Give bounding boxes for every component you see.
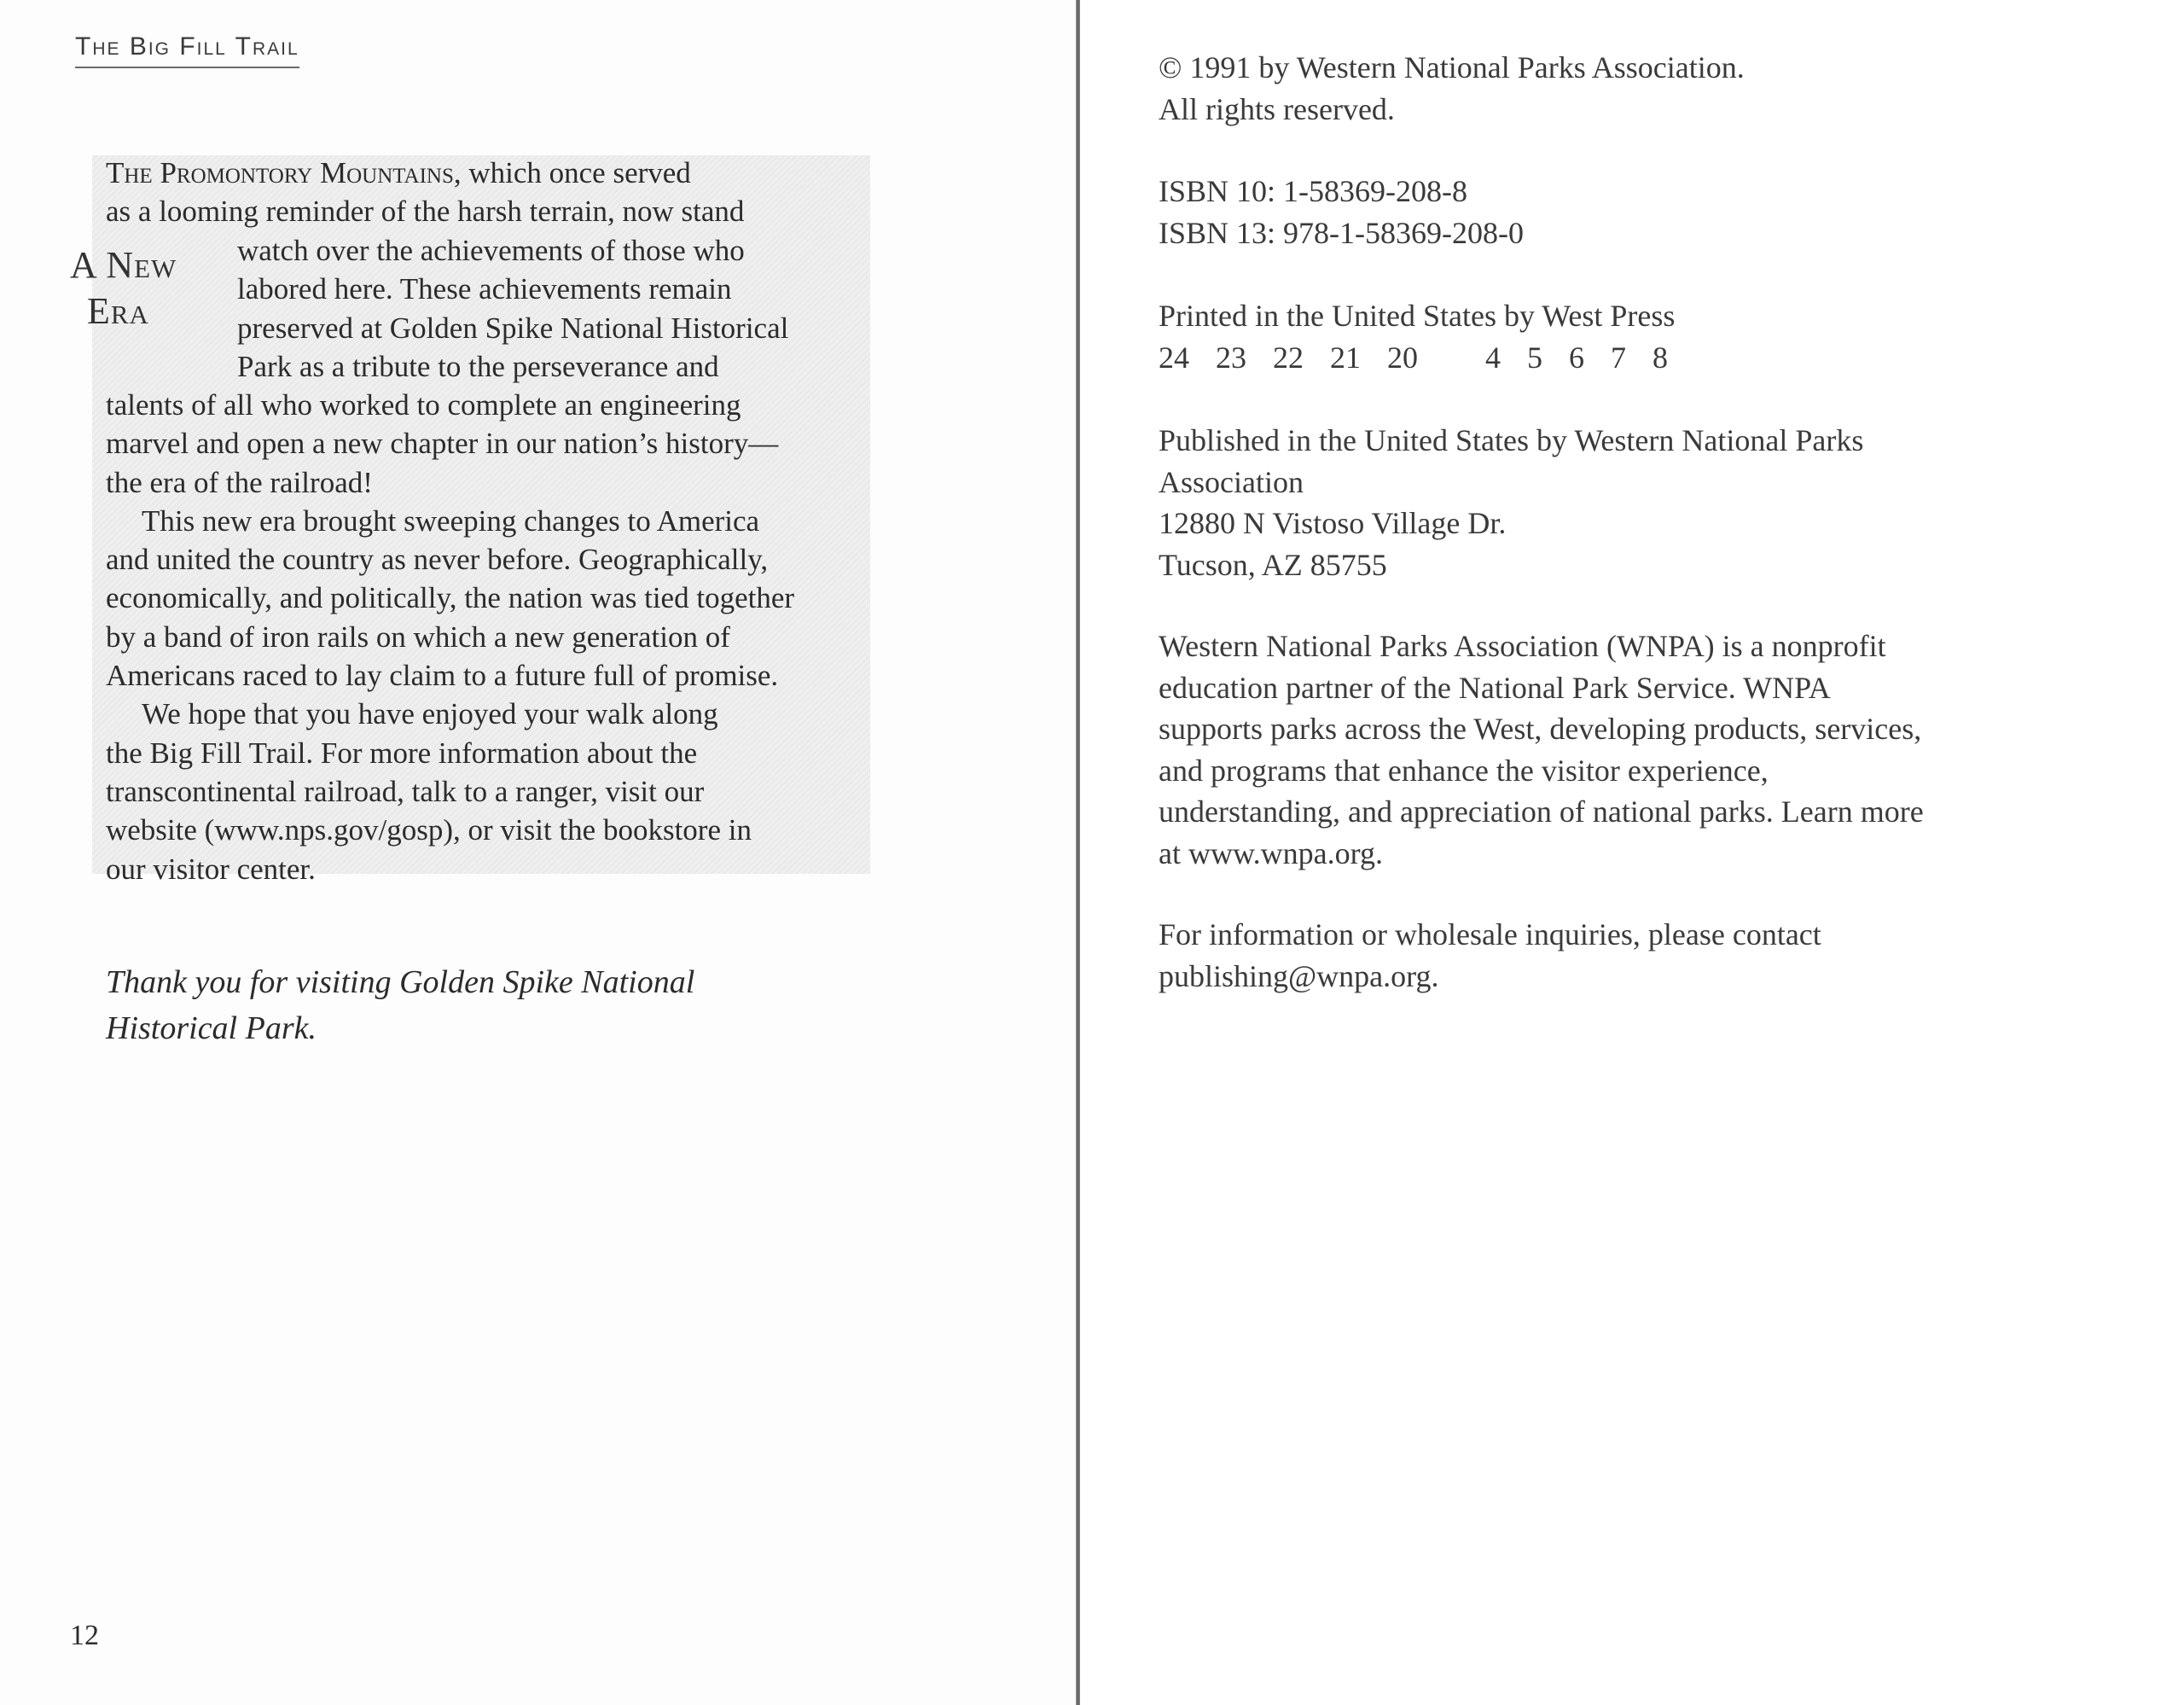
contact-info xyxy=(1159,914,1821,997)
body-line: the era of the railroad! xyxy=(106,465,373,499)
thank-you-line: Thank you for visiting Golden Spike National xyxy=(106,964,695,1000)
print-number: 4 xyxy=(1485,340,1501,375)
print-number: 6 xyxy=(1569,340,1584,375)
page-number: 12 xyxy=(70,1620,99,1651)
wnpa-description xyxy=(1159,626,1924,874)
body-line: preserved at Golden Spike National Historical xyxy=(237,311,789,345)
running-head: The Big Fill Trail xyxy=(75,32,299,68)
print-year: 20 xyxy=(1387,340,1418,375)
isbn-block xyxy=(1159,171,1524,253)
body-line: This new era brought sweeping changes to America xyxy=(142,503,760,538)
body-line: transcontinental railroad, talk to a ranger, visit our xyxy=(106,774,705,808)
left-page xyxy=(0,0,1077,1705)
print-year: 24 xyxy=(1159,340,1189,375)
publisher-line: Association xyxy=(1159,464,1304,499)
body-line xyxy=(106,154,744,192)
body-line: talents of all who worked to complete an engineering xyxy=(106,388,741,422)
printer-block xyxy=(1159,295,1687,378)
section-heading-line-1: A New xyxy=(70,244,177,286)
publisher-block xyxy=(1159,420,1863,585)
section-heading xyxy=(70,242,177,335)
print-year: 23 xyxy=(1216,340,1246,375)
body-line: website (www.nps.gov/gosp), or visit the bookstore in xyxy=(106,813,752,847)
body-text-intro xyxy=(106,154,744,231)
body-line: labored here. These achievements remain xyxy=(237,272,732,306)
body-line: our visitor center. xyxy=(106,852,316,886)
body-line: Americans raced to lay claim to a future full of promise. xyxy=(106,659,779,693)
wnpa-line: supports parks across the West, developing products, services, xyxy=(1159,712,1922,746)
wnpa-line: Western National Parks Association (WNPA) is a nonprofit xyxy=(1159,629,1886,663)
publisher-line: Published in the United States by Western National Parks xyxy=(1159,423,1864,457)
wnpa-line: at www.wnpa.org. xyxy=(1159,835,1383,870)
print-year: 21 xyxy=(1330,340,1361,375)
body-line: and united the country as never before. Geographically, xyxy=(106,543,769,577)
print-number: 8 xyxy=(1653,340,1668,375)
isbn-13: ISBN 13: 978-1-58369-208-0 xyxy=(1159,215,1524,250)
body-text-wrapped xyxy=(237,231,788,386)
wnpa-line: education partner of the National Park Service. WNPA xyxy=(1159,670,1831,705)
body-line: marvel and open a new chapter in our nation’s history— xyxy=(106,427,779,461)
wnpa-line: understanding, and appreciation of national parks. Learn more xyxy=(1159,794,1924,829)
copyright-line: All rights reserved. xyxy=(1159,91,1395,126)
body-line: We hope that you have enjoyed your walk along xyxy=(142,697,718,731)
print-year: 22 xyxy=(1273,340,1304,375)
publisher-city: Tucson, AZ 85755 xyxy=(1159,547,1387,582)
wnpa-line: and programs that enhance the visitor experience, xyxy=(1159,753,1769,788)
contact-email: publishing@wnpa.org. xyxy=(1159,958,1439,993)
body-line: Park as a tribute to the perseverance and xyxy=(237,349,719,383)
print-number: 7 xyxy=(1611,340,1626,375)
copyright-notice xyxy=(1159,47,1745,130)
printed-line: Printed in the United States by West Press xyxy=(1159,299,1676,333)
body-line: economically, and politically, the nation was tied together xyxy=(106,581,795,615)
body-line: watch over the achievements of those who xyxy=(237,234,745,267)
print-number: 5 xyxy=(1527,340,1542,375)
lead-small-caps: The Promontory Mountains, xyxy=(106,156,462,189)
isbn-10: ISBN 10: 1-58369-208-8 xyxy=(1159,174,1467,208)
copyright-line: © 1991 by Western National Parks Association. xyxy=(1159,50,1745,84)
contact-line: For information or wholesale inquiries, please contact xyxy=(1159,917,1821,951)
publisher-address: 12880 N Vistoso Village Dr. xyxy=(1159,506,1507,540)
lead-rest: which once served xyxy=(461,156,691,189)
body-line: as a looming reminder of the harsh terrain, now stand xyxy=(106,195,745,229)
body-line: the Big Fill Trail. For more information about the xyxy=(106,736,698,770)
thank-you-note xyxy=(106,959,694,1051)
section-heading-line-2: Era xyxy=(87,290,149,332)
thank-you-line: Historical Park. xyxy=(106,1010,317,1046)
body-text-main xyxy=(106,386,794,888)
print-number-line xyxy=(1159,337,1687,379)
body-line: by a band of iron rails on which a new generation of xyxy=(106,620,730,654)
